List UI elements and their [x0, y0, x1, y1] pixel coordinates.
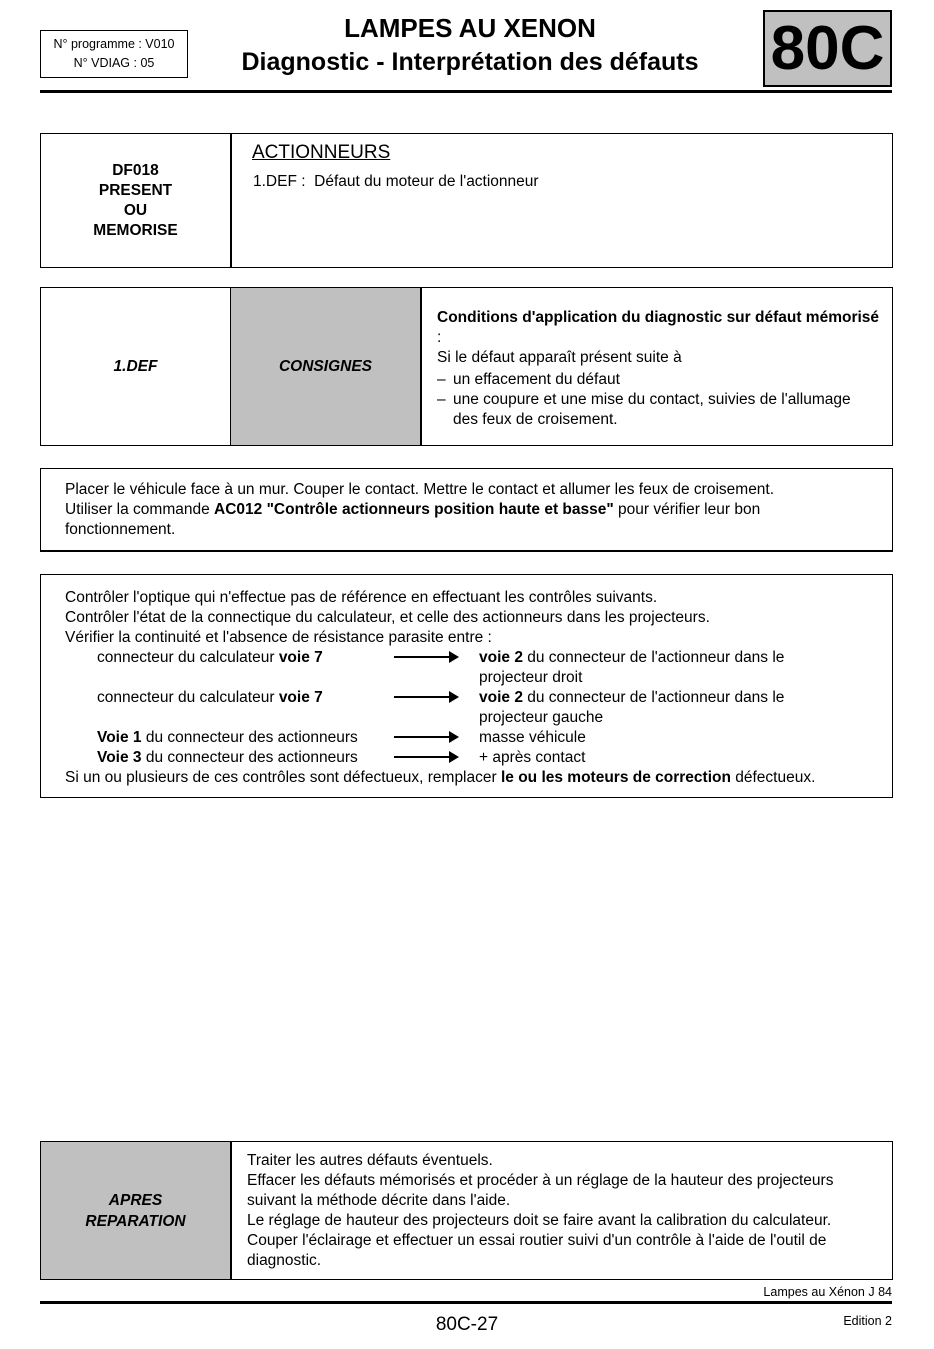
- arrow-icon: [394, 756, 457, 758]
- text-span: Utiliser la commande: [65, 501, 215, 518]
- footer-rule: [40, 1301, 892, 1304]
- check-row-3-right: masse véhicule: [479, 729, 586, 746]
- def-label: 1.DEF :: [253, 173, 306, 190]
- text-span: connecteur du calculateur: [97, 649, 279, 666]
- title-line-1: LAMPES AU XENON: [344, 13, 596, 43]
- divider: [230, 1142, 232, 1279]
- divider: [230, 134, 232, 267]
- programme-box: [40, 30, 188, 78]
- text-line: diagnostic.: [247, 1252, 322, 1269]
- text-line: projecteur droit: [479, 669, 583, 686]
- bullet-text-line: une coupure et une mise du contact, suivies de l'allumage: [453, 391, 851, 408]
- text-span: Si un ou plusieurs de ces contrôles sont défectueux, remplacer: [65, 769, 501, 786]
- consignes-label-cell: CONSIGNES: [231, 288, 420, 445]
- label-line: REPARATION: [85, 1212, 186, 1230]
- bullet-dash: –: [437, 391, 446, 408]
- fault-definition: [253, 172, 539, 192]
- check-row-1-left: [97, 648, 323, 668]
- fault-status-cell: [41, 134, 230, 267]
- page-title: [210, 12, 730, 80]
- text-line: Vérifier la continuité et l'absence de résistance parasite entre :: [65, 629, 492, 646]
- pin-label: voie 2: [479, 649, 523, 666]
- text-span: défectueux.: [730, 769, 816, 786]
- text-line: suivant la méthode décrite dans l'aide.: [247, 1192, 511, 1209]
- text-line: Le réglage de hauteur des projecteurs doit se faire avant la calibration du calculateur.: [247, 1212, 832, 1229]
- consignes-content: [437, 308, 882, 430]
- pin-label: Voie 1: [97, 729, 142, 746]
- text-span: connecteur du calculateur: [97, 689, 279, 706]
- procedure-block-2: [40, 574, 893, 798]
- text-line: Contrôler l'optique qui n'effectue pas de référence en effectuant les contrôles suivants.: [65, 589, 658, 606]
- text-span: du connecteur de l'actionneur dans le: [522, 649, 785, 666]
- pin-label: voie 2: [479, 689, 523, 706]
- conditions-bold: Conditions d'application du diagnostic sur défaut mémorisé: [437, 309, 880, 326]
- after-repair-table: [40, 1141, 893, 1280]
- procedure-text: [65, 480, 774, 540]
- fault-status-or: OU: [123, 201, 148, 219]
- pin-label: voie 7: [278, 649, 323, 666]
- text-line: [65, 500, 774, 520]
- consignes-line: Si le défaut apparaît présent suite à: [437, 349, 682, 366]
- procedure-block-1: [40, 468, 893, 552]
- text-line: fonctionnement.: [65, 521, 176, 538]
- fault-status-memorised: MEMORISE: [93, 221, 178, 239]
- check-row-2-right: [479, 688, 784, 728]
- conditions-colon: :: [437, 329, 442, 346]
- after-repair-text: [247, 1151, 833, 1271]
- bullet-dash: –: [437, 371, 446, 388]
- check-row-1-right: [479, 648, 784, 688]
- list-item: [437, 390, 882, 430]
- pin-label: Voie 3: [97, 749, 142, 766]
- def-cell: 1.DEF: [113, 357, 158, 375]
- text-line: Traiter les autres défauts éventuels.: [247, 1152, 493, 1169]
- footer-reference: Lampes au Xénon J 84: [763, 1285, 892, 1299]
- title-line-2: Diagnostic - Interprétation des défauts: [241, 48, 699, 76]
- bullet-text-multi: [453, 390, 851, 430]
- check-row-4-right: + après contact: [479, 749, 586, 766]
- text-line: [479, 648, 784, 668]
- text-line: Placer le véhicule face à un mur. Couper le contact. Mettre le contact et allumer les feux de croisement.: [65, 481, 775, 498]
- conclusion-line: [65, 768, 815, 788]
- part-name: le ou les moteurs de correction: [500, 769, 731, 786]
- text-line: Contrôler l'état de la connectique du calculateur, et celle des actionneurs dans les projecteurs.: [65, 609, 710, 626]
- text-span: du connecteur des actionneurs: [141, 729, 358, 746]
- bullet-text: un effacement du défaut: [453, 371, 620, 388]
- text-span: pour vérifier leur bon: [613, 501, 761, 518]
- fault-status-present: PRESENT: [98, 181, 173, 199]
- edition-label: Edition 2: [843, 1314, 892, 1328]
- bullet-text-line: des feux de croisement.: [453, 411, 618, 428]
- text-line: projecteur gauche: [479, 709, 604, 726]
- list-item: [437, 370, 882, 390]
- programme-number: N° programme : V010: [53, 37, 175, 51]
- conditions-heading: [437, 308, 882, 348]
- check-row-4-left: [97, 748, 358, 768]
- fault-heading: ACTIONNEURS: [252, 142, 391, 163]
- text-span: du connecteur de l'actionneur dans le: [522, 689, 785, 706]
- pin-label: voie 7: [278, 689, 323, 706]
- text-line: [479, 688, 784, 708]
- page-number: 80C-27: [435, 1314, 499, 1335]
- check-row-2-left: [97, 688, 323, 708]
- arrow-icon: [394, 736, 457, 738]
- command-name: AC012 "Contrôle actionneurs position haute et basse": [214, 501, 614, 518]
- text-line: Effacer les défauts mémorisés et procéder à un réglage de la hauteur des projecteurs: [247, 1172, 834, 1189]
- vdiag-number: N° VDIAG : 05: [73, 56, 155, 70]
- consignes-table: [40, 287, 893, 446]
- divider: [420, 288, 422, 445]
- text-span: du connecteur des actionneurs: [141, 749, 358, 766]
- after-repair-label-cell: [41, 1142, 230, 1279]
- arrow-icon: [394, 656, 457, 658]
- arrow-icon: [394, 696, 457, 698]
- label-line: APRES: [108, 1191, 163, 1209]
- header-rule: [40, 90, 892, 93]
- section-code-badge: 80C: [763, 10, 892, 87]
- procedure-text: [65, 588, 710, 648]
- def-text: Défaut du moteur de l'actionneur: [314, 173, 539, 190]
- check-row-3-left: [97, 728, 358, 748]
- fault-code: DF018: [112, 161, 159, 179]
- fault-table: [40, 133, 893, 268]
- text-line: Couper l'éclairage et effectuer un essai routier suivi d'un contrôle à l'aide de l'outil de: [247, 1232, 827, 1249]
